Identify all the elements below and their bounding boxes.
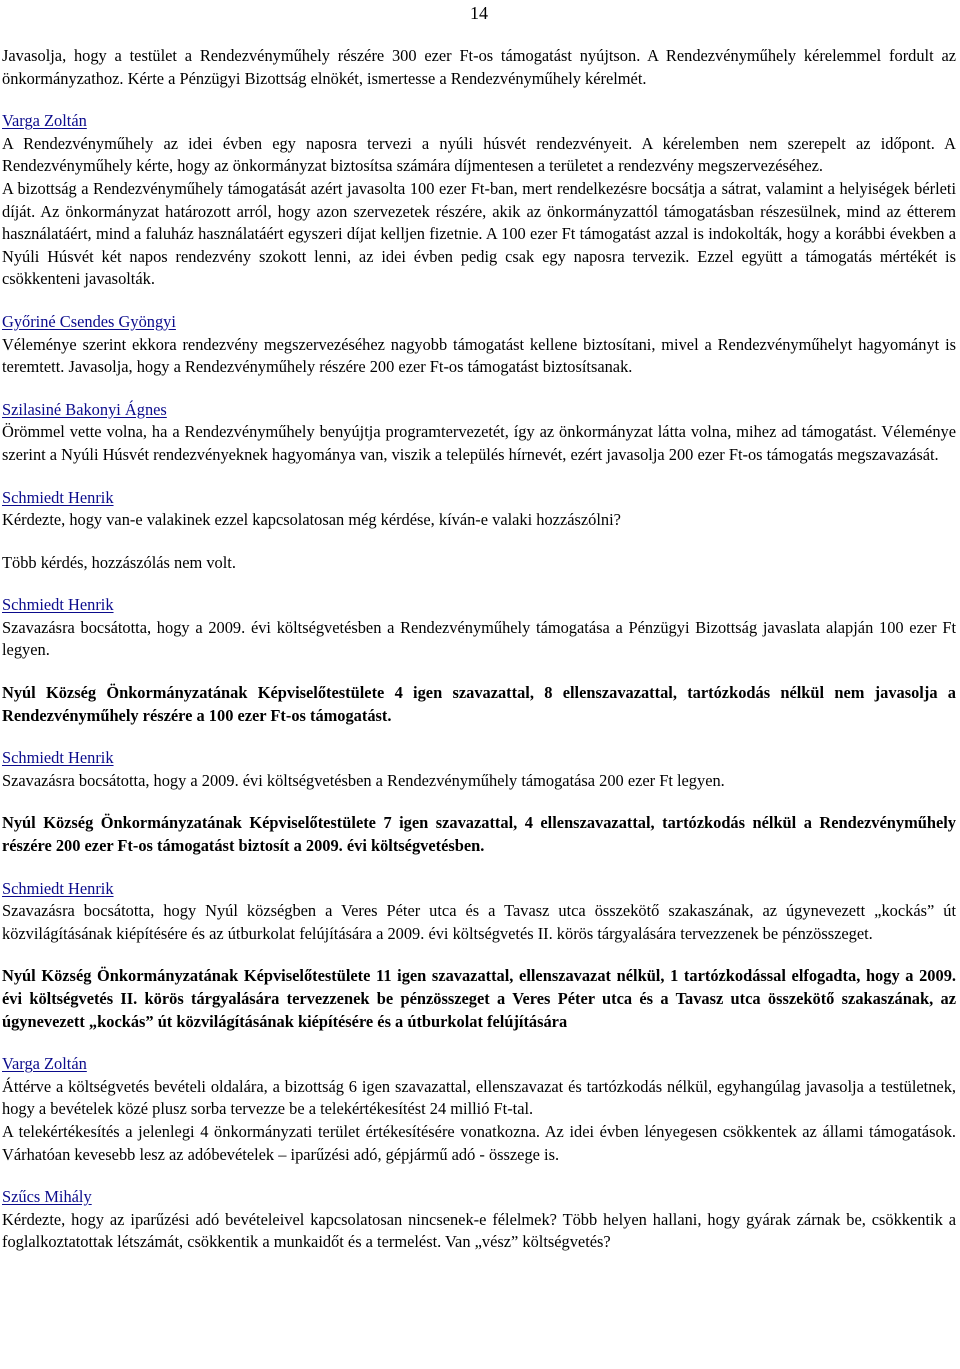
speech-block <box>2 878 956 946</box>
speech-block <box>2 1053 956 1166</box>
text-block <box>2 45 956 90</box>
speech-block <box>2 1186 956 1254</box>
paragraph: A Rendezvényműhely az idei évben egy naposra tervezi a nyúli húsvét rendezvényeit. A kérelemben nem szerepelt az időpont. A Rendezvényműhely kérte, hogy az önkormányzat biztosítsa számára díjmentesen a területet a rendezvény megszervezéséhez. <box>2 133 956 176</box>
speaker-name: Schmiedt Henrik <box>2 748 114 768</box>
paragraph: Szavazásra bocsátotta, hogy Nyúl községben a Veres Péter utca és a Tavasz utca összekötő szakaszának, az úgynevezett „kockás” út közvilágításának kiépítésére és az útburkolat felújítására a 2009. évi költségvetés II. körös tárgyalására tervezzenek be pénzösszeget. <box>2 901 956 943</box>
paragraph: Szavazásra bocsátotta, hogy a 2009. évi költségvetésben a Rendezvényműhely támogatása a Pénzügyi Bizottság javaslata alapján 100 ezer Ft legyen. <box>2 617 956 660</box>
paragraph: A telekértékesítés a jelenlegi 4 önkormányzati terület értékesítésére vonatkozna. Az idei évben lényegesen csökkentek az állami támogatások. Várhatóan kevesebb lesz az adóbevételek – iparűzési adó, gépjármű adó - összege is. <box>2 1121 956 1164</box>
resolution-text: Nyúl Község Önkormányzatának Képviselőtestülete 4 igen szavazattal, 8 ellenszavazattal, tartózkodás nélkül nem javasolja a Rendezvényműhely részére a 100 ezer Ft-os támogatást. <box>2 683 956 725</box>
speaker-name: Schmiedt Henrik <box>2 487 114 507</box>
speaker-name: Szűcs Mihály <box>2 1187 92 1207</box>
paragraph: Kérdezte, hogy van-e valakinek ezzel kapcsolatosan még kérdése, kíván-e valaki hozzászólni? <box>2 510 621 530</box>
text-block <box>2 552 956 575</box>
resolution-block <box>2 812 956 857</box>
speech-block <box>2 747 956 792</box>
paragraph: Szavazásra bocsátotta, hogy a 2009. évi költségvetésben a Rendezvényműhely támogatása 200 ezer Ft legyen. <box>2 770 725 790</box>
paragraph: Javasolja, hogy a testület a Rendezvényműhely részére 300 ezer Ft-os támogatást nyújtson. A Rendezvényműhely kérelemmel fordult az önkormányzathoz. Kérte a Pénzügyi Bizottság elnökét, ismertesse a Rendezvényműhely kérelmét. <box>2 46 956 88</box>
speech-block <box>2 594 956 662</box>
speech-block <box>2 399 956 467</box>
paragraph: Több kérdés, hozzászólás nem volt. <box>2 552 236 572</box>
speaker-name: Schmiedt Henrik <box>2 878 114 898</box>
paragraph: Kérdezte, hogy az iparűzési adó bevételeivel kapcsolatosan nincsenek-e félelmek? Több helyen hallani, hogy gyárak zárnak be, csökkentik a foglalkoztatottak létszámát, csökkentik a munkaidőt és a termelést. Van „vész” költségvetés? <box>2 1209 956 1252</box>
paragraph: Véleménye szerint ekkora rendezvény megszervezéséhez nagyobb támogatást kellene biztosítani, mivel a Rendezvényműhelyt hagyományt is teremtett. Javasolja, hogy a Rendezvényműhely részére 200 ezer Ft-os támogatást biztosítsanak. <box>2 334 956 377</box>
speaker-name: Varga Zoltán <box>2 1054 87 1074</box>
speech-block <box>2 110 956 291</box>
paragraph: Örömmel vette volna, ha a Rendezvényműhely benyújtja programtervezetét, így az önkormányzat látta volna, mihez ad támogatást. Véleménye szerint a Nyúli Húsvét rendezvényeknek hagyománya van, viszik a település hírnevét, ezért javasolja 200 ezer Ft-os támogatás megszavazását. <box>2 422 956 464</box>
resolution-block <box>2 682 956 727</box>
speaker-name: Schmiedt Henrik <box>2 595 114 615</box>
speech-block <box>2 487 956 532</box>
resolution-text: Nyúl Község Önkormányzatának Képviselőtestülete 7 igen szavazattal, 4 ellenszavazattal, tartózkodás nélkül a Rendezvényműhely részére 200 ezer Ft-os támogatást biztosít a 2009. évi költségvetésben. <box>2 813 956 856</box>
document-body <box>2 45 956 1274</box>
speech-block <box>2 311 956 379</box>
speaker-name: Szilasiné Bakonyi Ágnes <box>2 399 167 419</box>
speaker-name: Varga Zoltán <box>2 111 87 131</box>
paragraph: A bizottság a Rendezvényműhely támogatását azért javasolta 100 ezer Ft-ban, mert rendelkezésre bocsátja a sátrat, valamint a helyiségek bérleti díját. Az önkormányzat határozott arról, hogy azon szervezetek részére, akik az önkormányzattól támogatásban részesülnek, mind az étterem használatáért, mind a faluház használatáért egyszeri díjat kelljen fizetnie. A 100 ezer Ft támogatást azzal is indokolták, hogy a korábbi években a Nyúli Húsvét két napos rendezvény szokott lenni, az idei évben pedig csak egy naposra tervezik. Ezzel együtt a támogatás mértékét is csökkenteni javasolták. <box>2 178 956 289</box>
speaker-name: Győriné Csendes Gyöngyi <box>2 311 176 331</box>
resolution-text: Nyúl Község Önkormányzatának Képviselőtestülete 11 igen szavazattal, ellenszavazat nélkül, 1 tartózkodással elfogadta, hogy a 2009. évi költségvetés II. körös tárgyalására tervezzenek be pénzösszeget a Veres Péter utca és a Tavasz utca összekötő szakaszának, az úgynevezett „kockás” út közvilágításának kiépítésére és a útburkolat felújítására <box>2 966 956 1031</box>
paragraph: Áttérve a költségvetés bevételi oldalára, a bizottság 6 igen szavazattal, ellenszavazat és tartózkodás nélkül, egyhangúlag javasolja a testületnek, hogy a bevételek közé plusz sorba tervezze be a telekértékesítést 24 millió Ft-tal. <box>2 1076 956 1119</box>
page-number: 14 <box>470 3 488 23</box>
resolution-block <box>2 965 956 1033</box>
